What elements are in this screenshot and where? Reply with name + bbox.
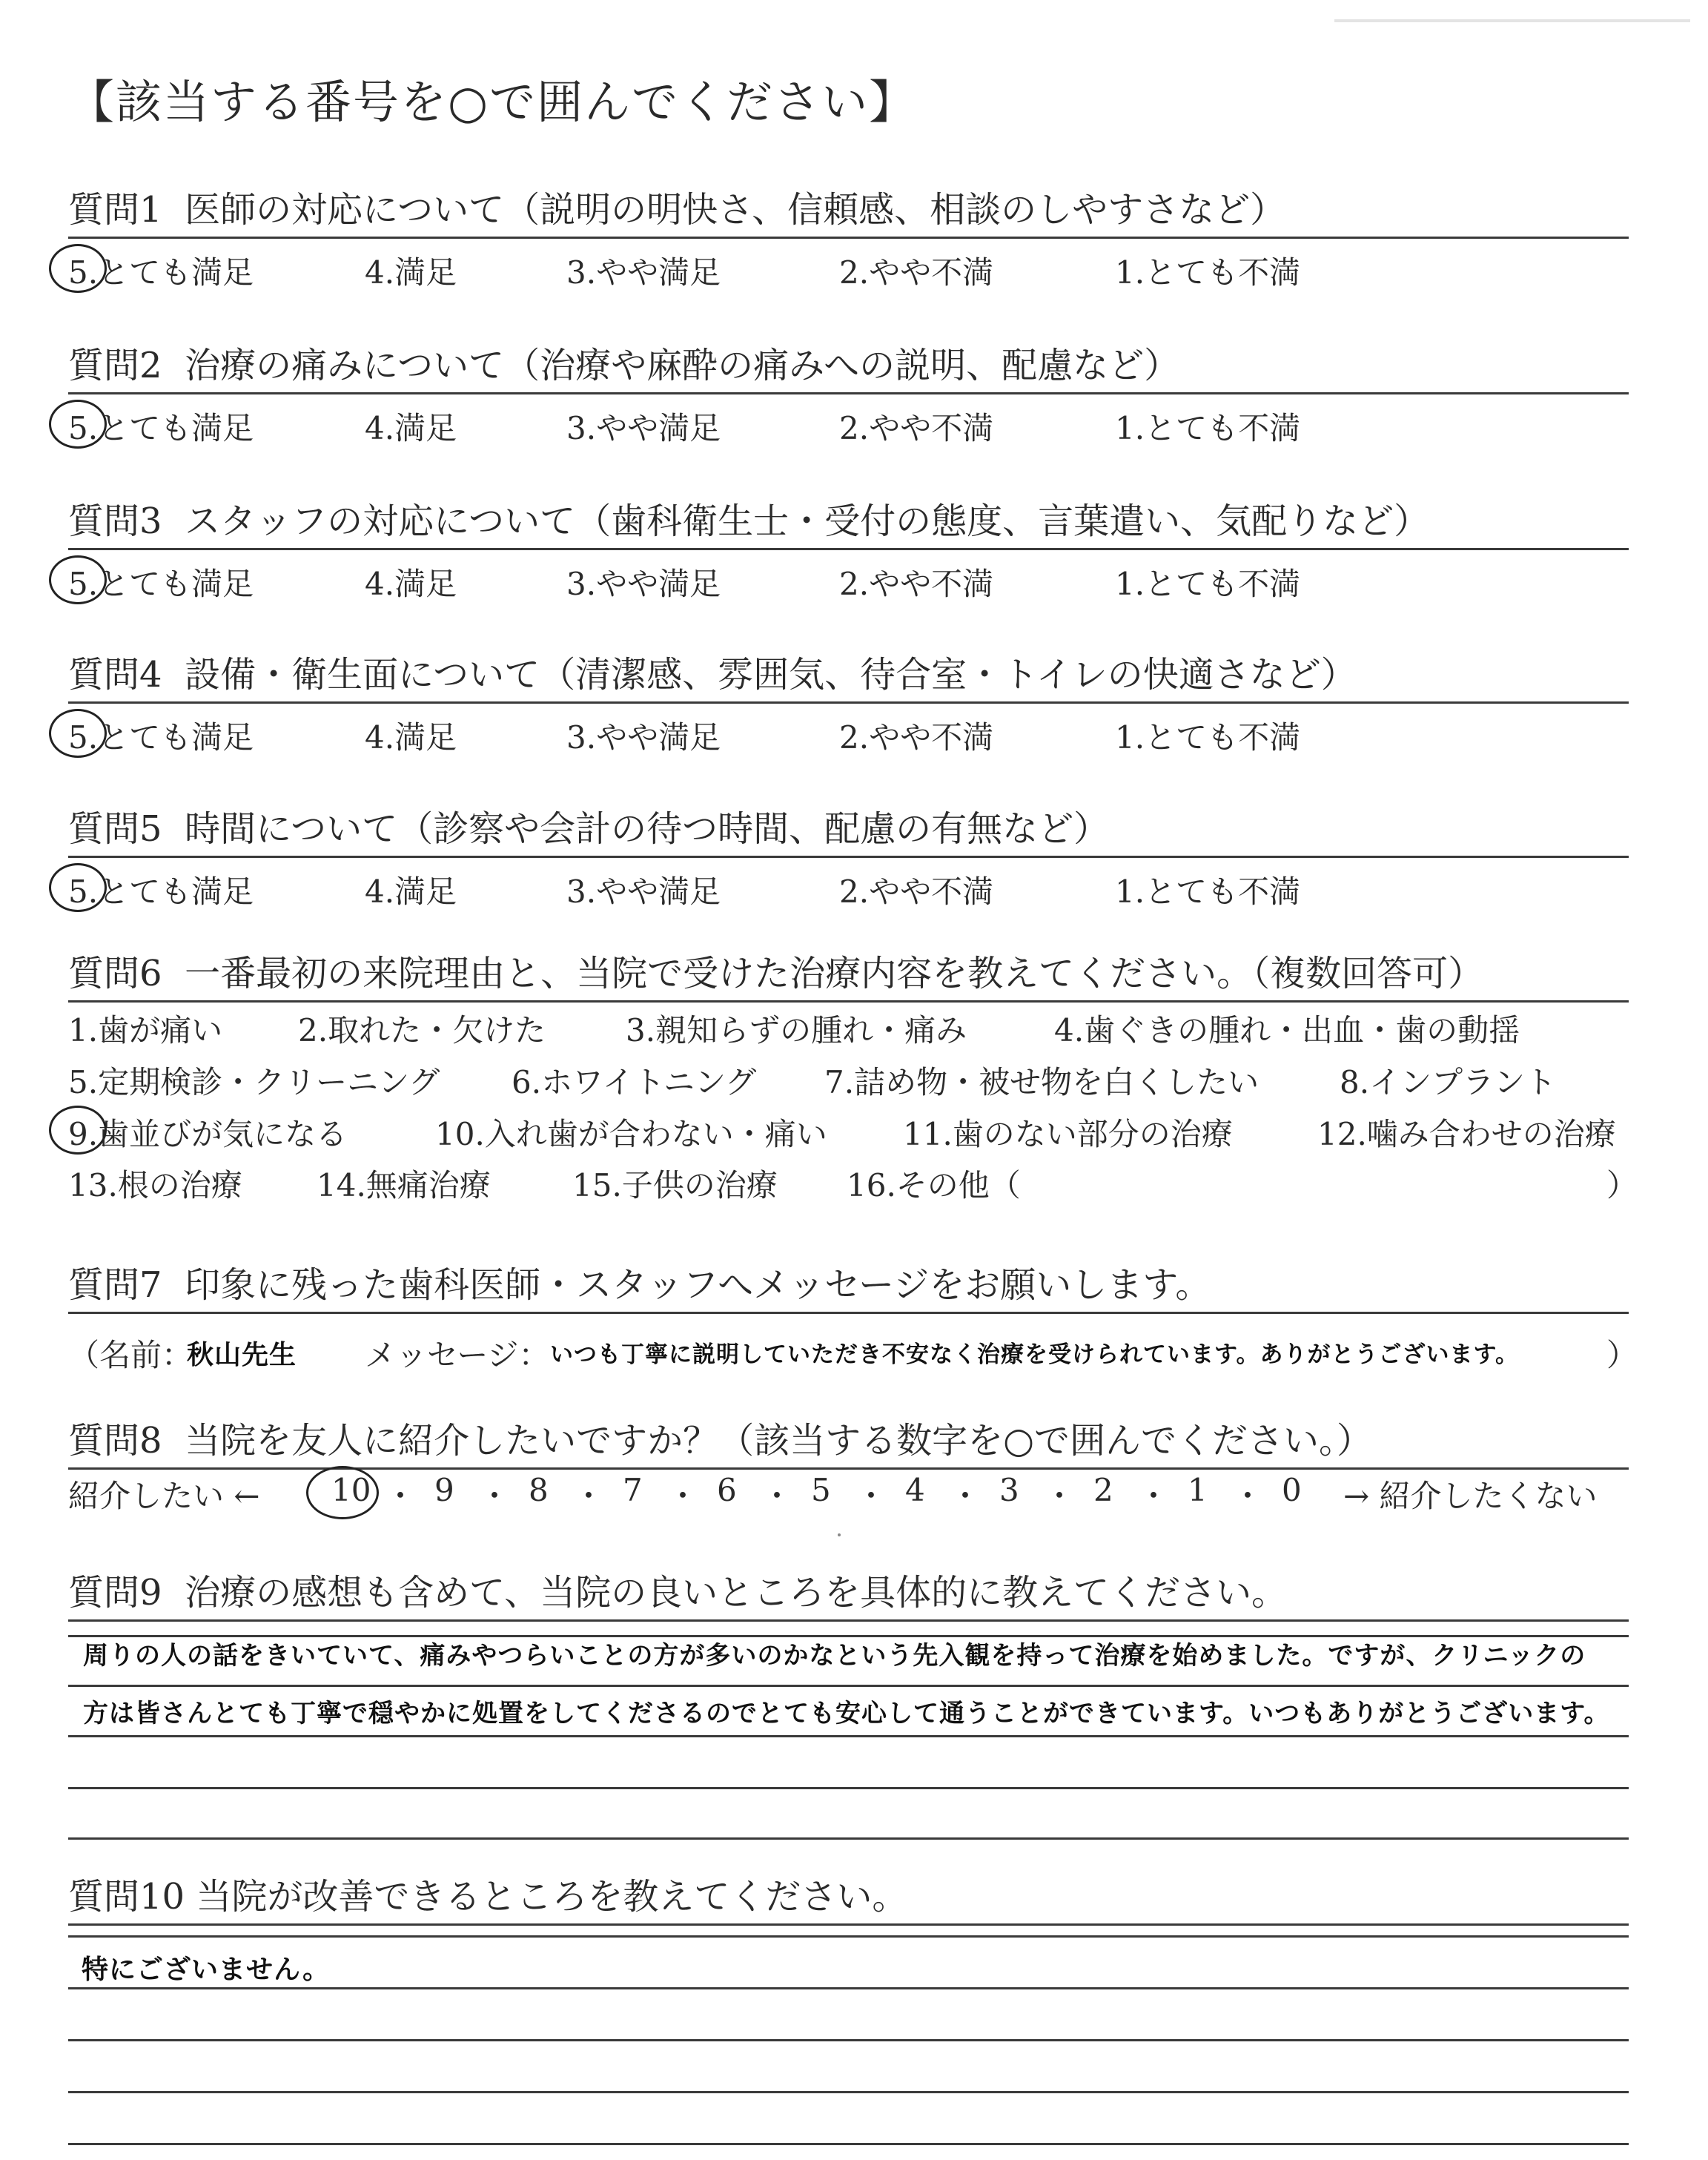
name-value[interactable]: 秋山先生: [187, 1340, 297, 1370]
message-close: ）: [1606, 1337, 1638, 1373]
question-1-text: 質問1 医師の対応について（説明の明快さ、信頼感、相談のしやすさなど）: [68, 189, 1286, 231]
q9-answer-line-1[interactable]: 周りの人の話をきいていて、痛みやつらいことの方が多いのかなという先入観を持って治療を始めました。ですが、クリニックの: [83, 1641, 1586, 1671]
rating-option-3[interactable]: 3.やや満足: [566, 719, 721, 756]
scale-value-1[interactable]: 1: [1188, 1472, 1208, 1508]
scale-separator: ・: [1138, 1478, 1170, 1514]
selection-circle: [49, 709, 107, 758]
question-6-header: [68, 938, 1629, 1003]
q9-line-5: [68, 1837, 1629, 1840]
rating-option-2[interactable]: 2.やや不満: [839, 410, 994, 446]
q6-option-16[interactable]: 16.その他（: [847, 1167, 1021, 1203]
q6-option-14[interactable]: 14.無痛治療: [317, 1167, 491, 1203]
q6-option-row: [68, 1058, 1632, 1103]
rating-option-3[interactable]: 3.やや満足: [566, 566, 721, 602]
question-4-text: 質問4 設備・衛生面について（清潔感、雰囲気、待合室・トイレの快適さなど）: [68, 654, 1357, 696]
rating-option-1[interactable]: 1.とても不満: [1115, 873, 1301, 910]
q6-option-row: [68, 1006, 1632, 1051]
message-value[interactable]: いつも丁寧に説明していただき不安なく治療を受けられています。ありがとうございます。: [550, 1341, 1520, 1368]
rating-option-1[interactable]: 1.とても不満: [1115, 410, 1301, 446]
q10-line-2: [68, 1987, 1629, 1989]
q9-answer-line-2[interactable]: 方は皆さんとても丁寧で穏やかに処置をしてくださるのでとても安心して通うことができています。いつもありがとうございます。: [83, 1699, 1610, 1728]
q6-option-3[interactable]: 3.親知らずの腫れ・痛み: [626, 1012, 967, 1048]
rating-option-4[interactable]: 4.満足: [365, 254, 457, 291]
q6-option-2[interactable]: 2.取れた・欠けた: [298, 1012, 546, 1048]
question-8-header: [68, 1405, 1629, 1470]
question-4-options: [68, 713, 1632, 758]
selection-circle: [49, 244, 107, 293]
q10-line-1: [68, 1935, 1629, 1938]
rating-option-5[interactable]: 5.とても満足: [68, 404, 254, 449]
q6-option-4[interactable]: 4.歯ぐきの腫れ・出血・歯の動揺: [1054, 1012, 1520, 1048]
selection-circle: [49, 400, 107, 449]
scale-right-label: → 紹介したくない: [1343, 1478, 1598, 1514]
scale-separator: ・: [385, 1478, 417, 1514]
q6-option-15[interactable]: 15.子供の治療: [572, 1167, 778, 1203]
scale-value-8[interactable]: 8: [529, 1472, 549, 1508]
q9-line-2: [68, 1685, 1629, 1687]
question-10-header: [68, 1861, 1629, 1926]
q9-line-4: [68, 1787, 1629, 1789]
message-label: メッセージ：: [365, 1337, 550, 1373]
scale-separator: ・: [667, 1478, 699, 1514]
rating-option-2[interactable]: 2.やや不満: [839, 566, 994, 602]
question-10-text: 質問10 当院が改善できるところを教えてください。: [68, 1876, 908, 1918]
name-label: （名前：: [68, 1337, 193, 1373]
question-5-options: [68, 868, 1632, 912]
q6-option-10[interactable]: 10.入れ歯が合わない・痛い: [435, 1116, 827, 1152]
rating-option-4[interactable]: 4.満足: [365, 719, 457, 756]
scale-value-2[interactable]: 2: [1093, 1472, 1113, 1508]
selection-circle: [49, 1106, 107, 1155]
q9-line-3: [68, 1735, 1629, 1737]
question-9-header: [68, 1557, 1629, 1622]
rating-option-3[interactable]: 3.やや満足: [566, 410, 721, 446]
scale-separator: ・: [855, 1478, 887, 1514]
scale-separator: ・: [573, 1478, 605, 1514]
rating-option-2[interactable]: 2.やや不満: [839, 873, 994, 910]
question-1-options: [68, 248, 1632, 293]
question-7-header: [68, 1249, 1629, 1314]
q6-option-1[interactable]: 1.歯が痛い: [68, 1012, 223, 1048]
rating-option-3[interactable]: 3.やや満足: [566, 873, 721, 910]
rating-option-3[interactable]: 3.やや満足: [566, 254, 721, 291]
rating-option-1[interactable]: 1.とても不満: [1115, 254, 1301, 291]
scale-separator: ・: [950, 1478, 982, 1514]
selection-circle: [306, 1466, 379, 1519]
scale-value-7[interactable]: 7: [623, 1472, 643, 1508]
rating-option-2[interactable]: 2.やや不満: [839, 719, 994, 756]
q10-answer-line-1[interactable]: 特にございません。: [82, 1955, 331, 1985]
q6-option-row: [68, 1110, 1632, 1155]
question-3-options: [68, 560, 1632, 604]
scale-value-9[interactable]: 9: [434, 1472, 454, 1508]
question-2-options: [68, 404, 1632, 449]
question-9-text: 質問9 治療の感想も含めて、当院の良いところを具体的に教えてください。: [68, 1572, 1288, 1614]
question-2-text: 質問2 治療の痛みについて（治療や麻酔の痛みへの説明、配慮など）: [68, 345, 1180, 386]
q6-option-7[interactable]: 7.詰め物・被せ物を白くしたい: [824, 1064, 1260, 1100]
q6-option-5[interactable]: 5.定期検診・クリーニング: [68, 1064, 440, 1100]
scale-value-5[interactable]: 5: [811, 1472, 831, 1508]
rating-option-4[interactable]: 4.満足: [365, 566, 457, 602]
question-6-text: 質問6 一番最初の来院理由と、当院で受けた治療内容を教えてください。（複数回答可）: [68, 953, 1484, 994]
rating-option-4[interactable]: 4.満足: [365, 873, 457, 910]
rating-option-5[interactable]: 5.とても満足: [68, 868, 254, 912]
scale-separator: ・: [1044, 1478, 1076, 1514]
scan-speck: [838, 1533, 841, 1536]
scale-separator: ・: [1232, 1478, 1264, 1514]
q6-option-row: [68, 1161, 1638, 1206]
scale-left-label: 紹介したい ←: [68, 1478, 260, 1514]
q6-option-11[interactable]: 11.歯のない部分の治療: [903, 1116, 1233, 1152]
selection-circle: [49, 555, 107, 604]
q10-line-4: [68, 2091, 1629, 2093]
rating-option-1[interactable]: 1.とても不満: [1115, 566, 1301, 602]
rating-option-2[interactable]: 2.やや不満: [839, 254, 994, 291]
rating-option-5[interactable]: 5.とても満足: [68, 248, 254, 293]
rating-option-5[interactable]: 5.とても満足: [68, 713, 254, 758]
scale-value-3[interactable]: 3: [999, 1472, 1019, 1508]
scale-separator: ・: [479, 1478, 511, 1514]
selection-circle: [49, 863, 107, 912]
scale-separator: ・: [761, 1478, 793, 1514]
scale-value-6[interactable]: 6: [717, 1472, 737, 1508]
question-4-header: [68, 639, 1629, 704]
question-3-header: [68, 486, 1629, 550]
rating-option-5[interactable]: 5.とても満足: [68, 560, 254, 604]
q10-line-5: [68, 2143, 1629, 2145]
scale-value-0[interactable]: 0: [1282, 1472, 1302, 1508]
question-1-header: [68, 174, 1629, 239]
question-5-text: 質問5 時間について（診察や会計の待つ時間、配慮の有無など）: [68, 808, 1110, 850]
q6-option-12[interactable]: 12.噛み合わせの治療: [1317, 1116, 1616, 1152]
q10-line-3: [68, 2039, 1629, 2041]
question-7-answer: [68, 1331, 1638, 1375]
q6-option-8[interactable]: 8.インプラント: [1340, 1064, 1557, 1100]
question-5-header: [68, 793, 1629, 858]
question-3-text: 質問3 スタッフの対応について（歯科衛生士・受付の態度、言葉遣い、気配りなど）: [68, 501, 1430, 542]
q6-option-13[interactable]: 13.根の治療: [68, 1167, 242, 1203]
scale-value-4[interactable]: 4: [905, 1472, 925, 1508]
question-7-text: 質問7 印象に残った歯科医師・スタッフへメッセージをお願いします。: [68, 1264, 1211, 1306]
q6-option-9[interactable]: 9.歯並びが気になる: [68, 1110, 347, 1155]
q6-other-close: ）: [1606, 1167, 1638, 1203]
scale-value-10[interactable]: 10: [331, 1472, 371, 1508]
page-title: 【該当する番号を○で囲んでください】: [68, 75, 917, 129]
referral-scale: [68, 1472, 1632, 1516]
rating-option-4[interactable]: 4.満足: [365, 410, 457, 446]
scan-edge-line: [1334, 19, 1690, 22]
question-8-text: 質問8 当院を友人に紹介したいですか？（該当する数字を○で囲んでください。）: [68, 1420, 1372, 1462]
question-2-header: [68, 330, 1629, 394]
rating-option-1[interactable]: 1.とても不満: [1115, 719, 1301, 756]
q6-option-6[interactable]: 6.ホワイトニング: [512, 1064, 757, 1100]
